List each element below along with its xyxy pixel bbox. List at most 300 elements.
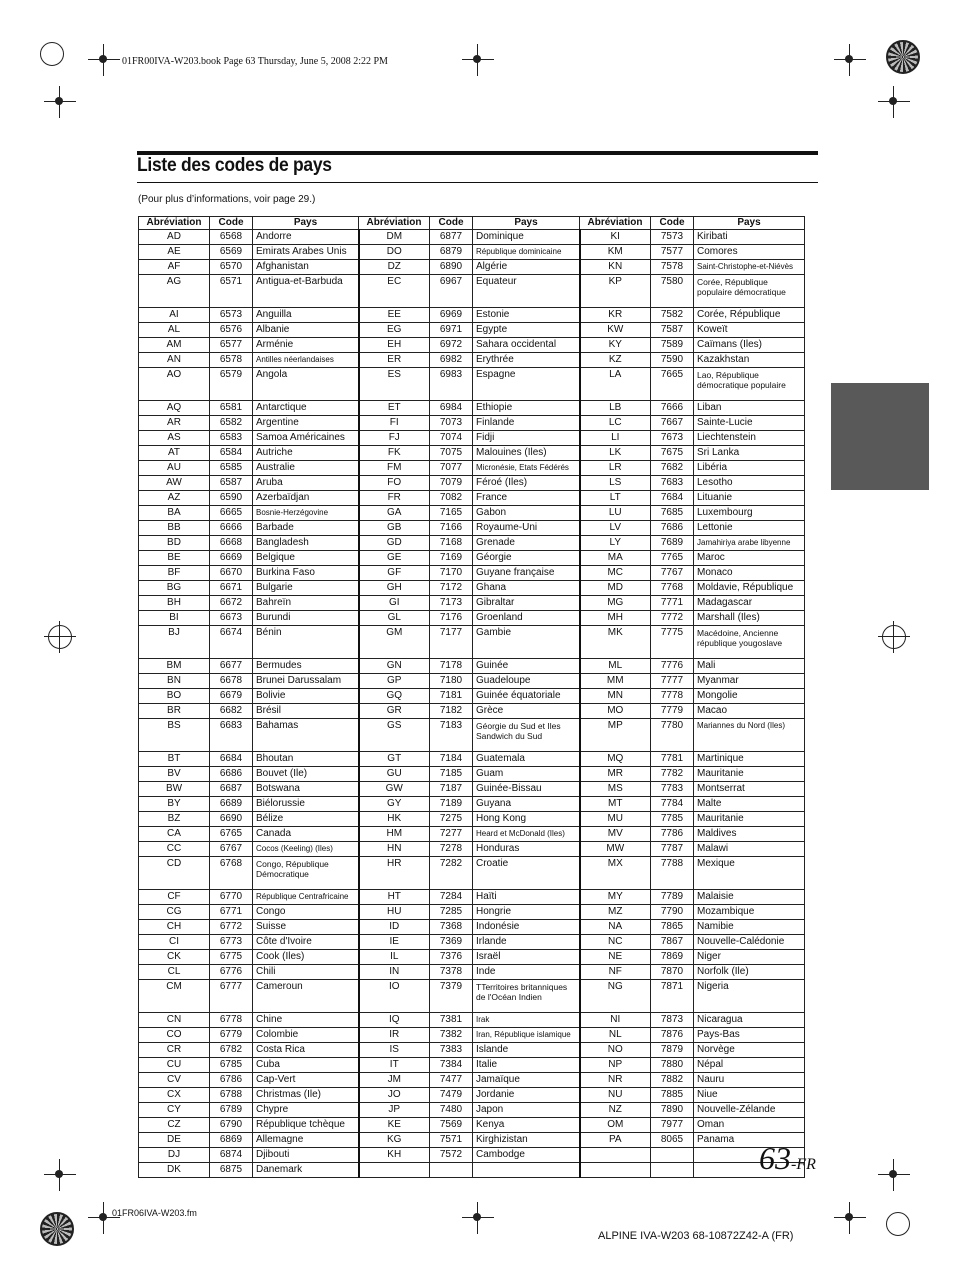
table-row xyxy=(139,782,805,797)
table-row xyxy=(139,857,805,890)
country-abbreviation: CR xyxy=(139,1043,210,1058)
country-abbreviation: CC xyxy=(139,842,210,857)
table-row xyxy=(139,401,805,416)
country-code: 6890 xyxy=(430,260,473,275)
country-abbreviation: AW xyxy=(139,476,210,491)
country-abbreviation: BE xyxy=(139,551,210,566)
country-code: 6684 xyxy=(210,752,253,767)
country-name: Lesotho xyxy=(694,476,805,491)
country-code: 7882 xyxy=(651,1073,694,1088)
country-abbreviation: MU xyxy=(580,812,651,827)
country-code: 6585 xyxy=(210,461,253,476)
country-code: 7673 xyxy=(651,431,694,446)
registration-dot-icon xyxy=(99,1213,107,1221)
country-name: Géorgie du Sud et Iles Sandwich du Sud xyxy=(473,719,580,752)
country-code: 7277 xyxy=(430,827,473,842)
country-name: Bulgarie xyxy=(253,581,359,596)
table-row xyxy=(139,1013,805,1028)
table-row xyxy=(139,260,805,275)
country-abbreviation: NA xyxy=(580,920,651,935)
country-code: 6583 xyxy=(210,431,253,446)
country-code: 7784 xyxy=(651,797,694,812)
country-code: 6967 xyxy=(430,275,473,308)
table-row xyxy=(139,827,805,842)
country-name: Congo, République Démocratique xyxy=(253,857,359,890)
country-name: Bermudes xyxy=(253,659,359,674)
country-code: 7181 xyxy=(430,689,473,704)
country-abbreviation: DE xyxy=(139,1133,210,1148)
country-name: Brunei Darussalam xyxy=(253,674,359,689)
country-name: Nouvelle-Zélande xyxy=(694,1103,805,1118)
country-name: Andorre xyxy=(253,230,359,245)
country-name: Finlande xyxy=(473,416,580,431)
table-row xyxy=(139,920,805,935)
country-code: 6972 xyxy=(430,338,473,353)
country-code: 7580 xyxy=(651,275,694,308)
country-name: Cambodge xyxy=(473,1148,580,1163)
header-country: Pays xyxy=(473,217,580,230)
country-name: Barbade xyxy=(253,521,359,536)
table-row xyxy=(139,245,805,260)
country-code: 7779 xyxy=(651,704,694,719)
country-abbreviation: GL xyxy=(359,611,430,626)
country-code: 8065 xyxy=(651,1133,694,1148)
country-name: Egypte xyxy=(473,323,580,338)
country-name: Kirghizistan xyxy=(473,1133,580,1148)
country-abbreviation: AO xyxy=(139,368,210,401)
country-code: 7765 xyxy=(651,551,694,566)
table-row xyxy=(139,950,805,965)
country-code: 7173 xyxy=(430,596,473,611)
country-abbreviation: MG xyxy=(580,596,651,611)
country-abbreviation: NO xyxy=(580,1043,651,1058)
country-code: 7182 xyxy=(430,704,473,719)
country-code: 6590 xyxy=(210,491,253,506)
table-row xyxy=(139,1028,805,1043)
header-abbreviation: Abréviation xyxy=(359,217,430,230)
country-abbreviation: CM xyxy=(139,980,210,1013)
country-name: Anguilla xyxy=(253,308,359,323)
country-abbreviation: GI xyxy=(359,596,430,611)
country-abbreviation: PA xyxy=(580,1133,651,1148)
table-row xyxy=(139,905,805,920)
country-abbreviation: BA xyxy=(139,506,210,521)
country-name: Luxembourg xyxy=(694,506,805,521)
country-name: Sahara occidental xyxy=(473,338,580,353)
country-name: Montserrat xyxy=(694,782,805,797)
country-code: 7573 xyxy=(651,230,694,245)
country-abbreviation: IS xyxy=(359,1043,430,1058)
country-code: 6672 xyxy=(210,596,253,611)
country-name: Malouines (Iles) xyxy=(473,446,580,461)
country-name: Corée, République populaire démocratique xyxy=(694,275,805,308)
country-abbreviation: AM xyxy=(139,338,210,353)
country-code: 6578 xyxy=(210,353,253,368)
country-name: Croatie xyxy=(473,857,580,890)
country-name: Israël xyxy=(473,950,580,965)
country-abbreviation: GW xyxy=(359,782,430,797)
country-code: 7589 xyxy=(651,338,694,353)
country-name: Indonésie xyxy=(473,920,580,935)
table-row xyxy=(139,1088,805,1103)
country-code: 7873 xyxy=(651,1013,694,1028)
country-name: Hong Kong xyxy=(473,812,580,827)
country-name: Bahreïn xyxy=(253,596,359,611)
country-code: 7590 xyxy=(651,353,694,368)
country-code: 7278 xyxy=(430,842,473,857)
country-abbreviation: BV xyxy=(139,767,210,782)
country-code: 7776 xyxy=(651,659,694,674)
country-abbreviation: MP xyxy=(580,719,651,752)
table-row xyxy=(139,767,805,782)
country-name: Bhoutan xyxy=(253,752,359,767)
country-abbreviation: MC xyxy=(580,566,651,581)
country-abbreviation: ET xyxy=(359,401,430,416)
country-code: 7169 xyxy=(430,551,473,566)
country-name: Guatemala xyxy=(473,752,580,767)
country-code: 6670 xyxy=(210,566,253,581)
country-code: 6570 xyxy=(210,260,253,275)
country-abbreviation: ML xyxy=(580,659,651,674)
country-name: Mexique xyxy=(694,857,805,890)
registration-dot-icon xyxy=(99,55,107,63)
country-abbreviation: CX xyxy=(139,1088,210,1103)
country-code: 7168 xyxy=(430,536,473,551)
country-code: 6686 xyxy=(210,767,253,782)
table-row xyxy=(139,368,805,401)
country-name: Argentine xyxy=(253,416,359,431)
country-name: Samoa Américaines xyxy=(253,431,359,446)
table-row xyxy=(139,752,805,767)
country-code: 6771 xyxy=(210,905,253,920)
table-row xyxy=(139,275,805,308)
country-code: 6584 xyxy=(210,446,253,461)
country-name: TTerritoires britanniques de l'Océan Indien xyxy=(473,980,580,1013)
country-name: Panama xyxy=(694,1133,805,1148)
country-abbreviation: HM xyxy=(359,827,430,842)
country-name: Costa Rica xyxy=(253,1043,359,1058)
country-abbreviation: FI xyxy=(359,416,430,431)
country-abbreviation: MX xyxy=(580,857,651,890)
country-name: Cameroun xyxy=(253,980,359,1013)
country-abbreviation: GT xyxy=(359,752,430,767)
country-code: 7666 xyxy=(651,401,694,416)
country-name: Guinée équatoriale xyxy=(473,689,580,704)
country-abbreviation: MW xyxy=(580,842,651,857)
country-abbreviation: EH xyxy=(359,338,430,353)
country-code: 7178 xyxy=(430,659,473,674)
country-name: Bénin xyxy=(253,626,359,659)
country-abbreviation: IO xyxy=(359,980,430,1013)
country-name: Australie xyxy=(253,461,359,476)
country-name: Malaisie xyxy=(694,890,805,905)
country-abbreviation: BJ xyxy=(139,626,210,659)
country-name: Chypre xyxy=(253,1103,359,1118)
country-code: 6587 xyxy=(210,476,253,491)
registration-mark-icon xyxy=(40,42,64,66)
country-abbreviation: AS xyxy=(139,431,210,446)
country-abbreviation: IT xyxy=(359,1058,430,1073)
country-name: Bangladesh xyxy=(253,536,359,551)
country-abbreviation: AU xyxy=(139,461,210,476)
table-row xyxy=(139,1163,805,1178)
crop-mark-line xyxy=(44,636,76,637)
country-code: 7689 xyxy=(651,536,694,551)
country-name: Kenya xyxy=(473,1118,580,1133)
country-abbreviation: MD xyxy=(580,581,651,596)
country-code: 6678 xyxy=(210,674,253,689)
table-row xyxy=(139,674,805,689)
country-code: 6577 xyxy=(210,338,253,353)
country-abbreviation: AL xyxy=(139,323,210,338)
crop-mark-line xyxy=(893,621,894,653)
country-name: Niue xyxy=(694,1088,805,1103)
country-abbreviation: AN xyxy=(139,353,210,368)
country-abbreviation: EE xyxy=(359,308,430,323)
country-code: 7767 xyxy=(651,566,694,581)
country-code: 6669 xyxy=(210,551,253,566)
country-abbreviation: KW xyxy=(580,323,651,338)
country-abbreviation: MR xyxy=(580,767,651,782)
country-name: Djibouti xyxy=(253,1148,359,1163)
empty-cell xyxy=(580,1163,651,1178)
country-abbreviation: AD xyxy=(139,230,210,245)
country-code: 6790 xyxy=(210,1118,253,1133)
country-code: 7782 xyxy=(651,767,694,782)
country-name: Gabon xyxy=(473,506,580,521)
header-code: Code xyxy=(430,217,473,230)
country-code: 7383 xyxy=(430,1043,473,1058)
country-name: Lettonie xyxy=(694,521,805,536)
country-name: Erythrée xyxy=(473,353,580,368)
country-name: Corée, République xyxy=(694,308,805,323)
country-name: Chine xyxy=(253,1013,359,1028)
country-code: 7867 xyxy=(651,935,694,950)
country-abbreviation: MH xyxy=(580,611,651,626)
country-abbreviation: CH xyxy=(139,920,210,935)
country-code: 7189 xyxy=(430,797,473,812)
empty-cell xyxy=(651,1148,694,1163)
country-name: Fidji xyxy=(473,431,580,446)
country-name: Nicaragua xyxy=(694,1013,805,1028)
country-name: Biélorussie xyxy=(253,797,359,812)
country-code: 6785 xyxy=(210,1058,253,1073)
country-code: 6579 xyxy=(210,368,253,401)
header-abbreviation: Abréviation xyxy=(580,217,651,230)
country-code: 6573 xyxy=(210,308,253,323)
country-name: Heard et McDonald (Iles) xyxy=(473,827,580,842)
country-code: 7778 xyxy=(651,689,694,704)
country-name: Comores xyxy=(694,245,805,260)
country-name: Bouvet (Ile) xyxy=(253,767,359,782)
country-abbreviation: MO xyxy=(580,704,651,719)
registration-dot-icon xyxy=(889,97,897,105)
country-code: 7177 xyxy=(430,626,473,659)
country-abbreviation: GQ xyxy=(359,689,430,704)
country-code: 7285 xyxy=(430,905,473,920)
country-name: Nouvelle-Calédonie xyxy=(694,935,805,950)
table-row xyxy=(139,1133,805,1148)
table-row xyxy=(139,566,805,581)
country-code: 7183 xyxy=(430,719,473,752)
registration-dot-icon xyxy=(55,97,63,105)
country-abbreviation: GS xyxy=(359,719,430,752)
country-code: 6788 xyxy=(210,1088,253,1103)
country-name: Cap-Vert xyxy=(253,1073,359,1088)
country-abbreviation: EG xyxy=(359,323,430,338)
country-abbreviation: HR xyxy=(359,857,430,890)
country-abbreviation: NP xyxy=(580,1058,651,1073)
country-abbreviation: LA xyxy=(580,368,651,401)
country-abbreviation: LV xyxy=(580,521,651,536)
country-abbreviation: HU xyxy=(359,905,430,920)
country-code: 7675 xyxy=(651,446,694,461)
country-code: 6582 xyxy=(210,416,253,431)
country-name: Moldavie, République xyxy=(694,581,805,596)
country-code: 7785 xyxy=(651,812,694,827)
table-row xyxy=(139,659,805,674)
country-code: 6765 xyxy=(210,827,253,842)
country-code: 7885 xyxy=(651,1088,694,1103)
country-code: 7075 xyxy=(430,446,473,461)
country-name: Pays-Bas xyxy=(694,1028,805,1043)
country-abbreviation: HT xyxy=(359,890,430,905)
country-code: 7775 xyxy=(651,626,694,659)
country-name: Burundi xyxy=(253,611,359,626)
country-code: 6569 xyxy=(210,245,253,260)
country-abbreviation: DK xyxy=(139,1163,210,1178)
table-row xyxy=(139,611,805,626)
country-abbreviation: AQ xyxy=(139,401,210,416)
table-row xyxy=(139,1148,805,1163)
country-abbreviation: MM xyxy=(580,674,651,689)
country-code: 6668 xyxy=(210,536,253,551)
country-code: 6772 xyxy=(210,920,253,935)
country-name: Guinée xyxy=(473,659,580,674)
table-row xyxy=(139,353,805,368)
country-name: Maldives xyxy=(694,827,805,842)
empty-cell xyxy=(430,1163,473,1178)
country-code: 7683 xyxy=(651,476,694,491)
footer-filename: 01FR06IVA-W203.fm xyxy=(112,1208,197,1218)
country-code: 7477 xyxy=(430,1073,473,1088)
country-abbreviation: LT xyxy=(580,491,651,506)
country-name: Népal xyxy=(694,1058,805,1073)
country-abbreviation: IL xyxy=(359,950,430,965)
country-name: Haïti xyxy=(473,890,580,905)
country-abbreviation: MV xyxy=(580,827,651,842)
table-header-row xyxy=(139,217,805,230)
country-name: Côte d'Ivoire xyxy=(253,935,359,950)
country-code: 6687 xyxy=(210,782,253,797)
country-name: Colombie xyxy=(253,1028,359,1043)
page-number xyxy=(759,1140,816,1177)
country-name: Equateur xyxy=(473,275,580,308)
country-name: Macédoine, Ancienne république yougoslave xyxy=(694,626,805,659)
country-name: Irlande xyxy=(473,935,580,950)
registration-mark-icon xyxy=(886,1212,910,1236)
country-abbreviation: FM xyxy=(359,461,430,476)
country-name: Guinée-Bissau xyxy=(473,782,580,797)
country-code: 7376 xyxy=(430,950,473,965)
country-code: 7275 xyxy=(430,812,473,827)
country-code: 6671 xyxy=(210,581,253,596)
country-abbreviation: KI xyxy=(580,230,651,245)
table-body xyxy=(139,230,805,1178)
country-abbreviation: MN xyxy=(580,689,651,704)
country-name: Brésil xyxy=(253,704,359,719)
country-code: 7170 xyxy=(430,566,473,581)
country-abbreviation: KZ xyxy=(580,353,651,368)
country-name: Martinique xyxy=(694,752,805,767)
country-abbreviation: CU xyxy=(139,1058,210,1073)
country-abbreviation: BB xyxy=(139,521,210,536)
table-row xyxy=(139,476,805,491)
country-code: 6568 xyxy=(210,230,253,245)
table-row xyxy=(139,416,805,431)
country-name: Ethiopie xyxy=(473,401,580,416)
registration-dot-icon xyxy=(845,1213,853,1221)
country-code: 6773 xyxy=(210,935,253,950)
country-name: Gibraltar xyxy=(473,596,580,611)
crop-mark-line xyxy=(878,636,910,637)
country-code: 7789 xyxy=(651,890,694,905)
country-name: Bélize xyxy=(253,812,359,827)
country-abbreviation: CA xyxy=(139,827,210,842)
country-name: Italie xyxy=(473,1058,580,1073)
table-row xyxy=(139,812,805,827)
table-row xyxy=(139,842,805,857)
country-name: Myanmar xyxy=(694,674,805,689)
empty-cell xyxy=(359,1163,430,1178)
country-abbreviation: GA xyxy=(359,506,430,521)
country-abbreviation: BS xyxy=(139,719,210,752)
country-abbreviation: BN xyxy=(139,674,210,689)
country-name: Inde xyxy=(473,965,580,980)
country-code: 7977 xyxy=(651,1118,694,1133)
country-abbreviation: NF xyxy=(580,965,651,980)
crop-mark-line xyxy=(59,621,60,653)
country-name: Kazakhstan xyxy=(694,353,805,368)
color-target-icon xyxy=(886,40,920,74)
country-abbreviation: CN xyxy=(139,1013,210,1028)
country-name: Cook (Iles) xyxy=(253,950,359,965)
header-code: Code xyxy=(651,217,694,230)
country-abbreviation: AI xyxy=(139,308,210,323)
country-code: 6969 xyxy=(430,308,473,323)
country-name: Lituanie xyxy=(694,491,805,506)
country-code: 7381 xyxy=(430,1013,473,1028)
country-code: 7384 xyxy=(430,1058,473,1073)
country-abbreviation: IE xyxy=(359,935,430,950)
country-abbreviation: GH xyxy=(359,581,430,596)
country-name: Cocos (Keeling) (Iles) xyxy=(253,842,359,857)
country-code: 6770 xyxy=(210,890,253,905)
table-row xyxy=(139,431,805,446)
country-name: Monaco xyxy=(694,566,805,581)
country-abbreviation: FJ xyxy=(359,431,430,446)
country-code: 7569 xyxy=(430,1118,473,1133)
country-abbreviation: BR xyxy=(139,704,210,719)
country-abbreviation: GD xyxy=(359,536,430,551)
country-code: 7582 xyxy=(651,308,694,323)
country-code: 7667 xyxy=(651,416,694,431)
country-abbreviation: CK xyxy=(139,950,210,965)
country-abbreviation: BD xyxy=(139,536,210,551)
country-name: Féroé (Iles) xyxy=(473,476,580,491)
country-code: 7571 xyxy=(430,1133,473,1148)
table-row xyxy=(139,536,805,551)
